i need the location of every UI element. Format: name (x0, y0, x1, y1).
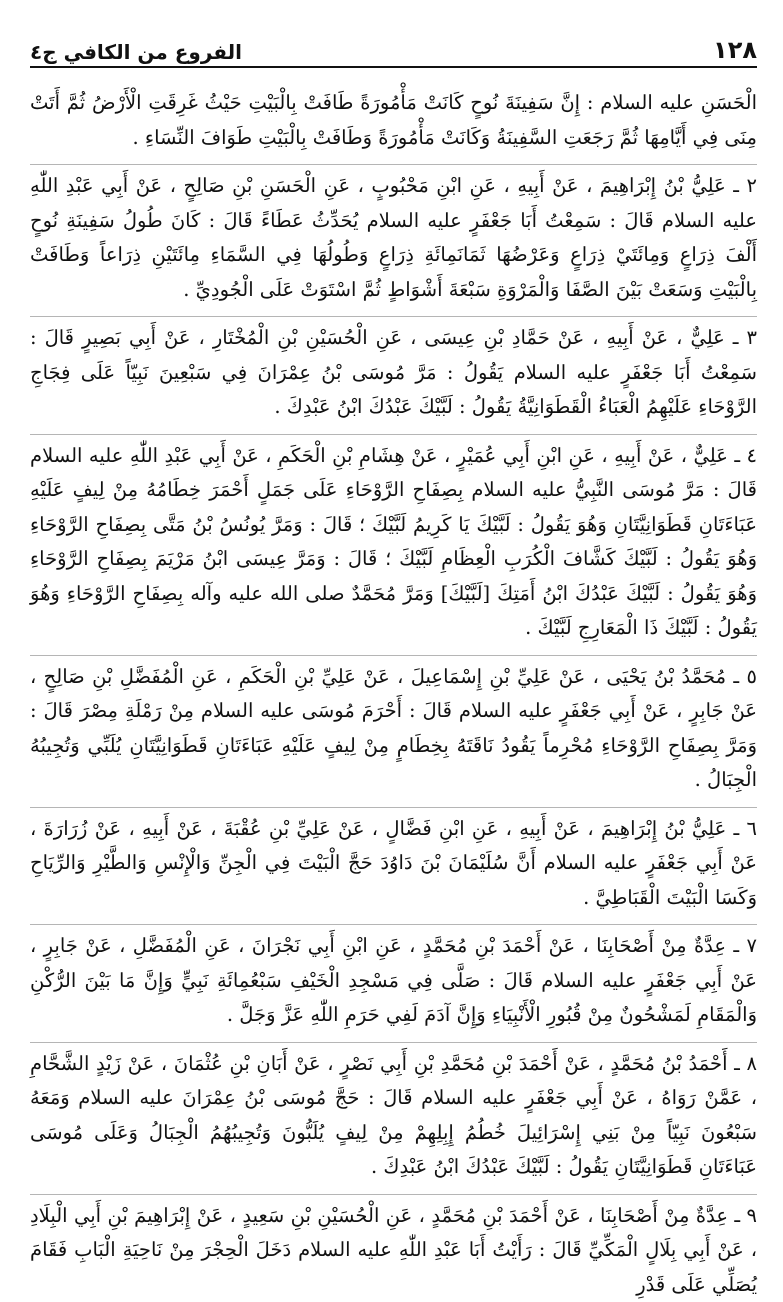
hadith-paragraph: ٣ ـ عَلِيٌّ ، عَنْ أَبِيهِ ، عَنْ حَمَّادِ بْنِ عِيسَى ، عَنِ الْحُسَيْنِ بْنِ الْمُخْتَارِ ، عَنْ أَبِي بَصِيرٍ قَالَ : سَمِعْتُ أَبَا جَعْفَرٍ عليه السلام يَقُولُ : مَرَّ مُوسَى بْنُ عِمْرَانَ فِي سَبْعِينَ نَبِيّاً عَلَى فِجَاجِ الرَّوْحَاءِ عَلَيْهِمُ الْعَبَاءُ الْقَطَوَانِيَّةُ يَقُولُ : لَبَّيْكَ عَبْدُكَ ابْنُ عَبْدِكَ . (30, 316, 757, 425)
paragraph: الْحَسَنِ عليه السلام : إِنَّ سَفِينَةَ نُوحٍ كَانَتْ مَأْمُورَةً طَافَتْ بِالْبَيْتِ حَيْثُ غَرِقَتِ الْأَرْضُ ثُمَّ أَتَتْ مِنَى فِي أَيَّامِهَا ثُمَّ رَجَعَتِ السَّفِينَةُ وَكَانَتْ مَأْمُورَةً وَطَافَتْ بِالْبَيْتِ طَوَافَ النِّسَاءِ . (30, 86, 757, 155)
hadith-paragraph: ٢ ـ عَلِيُّ بْنُ إِبْرَاهِيمَ ، عَنْ أَبِيهِ ، عَنِ ابْنِ مَحْبُوبٍ ، عَنِ الْحَسَنِ بْنِ صَالِحٍ ، عَنْ أَبِي عَبْدِ اللّٰهِ عليه السلام قَالَ : سَمِعْتُ أَبَا جَعْفَرٍ عليه السلام يُحَدِّثُ عَطَاءً قَالَ : كَانَ طُولُ سَفِينَةِ نُوحٍ أَلْفَ ذِرَاعٍ وَمِائَتَيْ ذِرَاعٍ وَعَرْضُهَا ثَمَانَمِائَةِ ذِرَاعٍ وَطُولُهَا فِي السَّمَاءِ مِائَتَيْنِ ذِرَاعاً وَطَافَتْ بِالْبَيْتِ وَسَعَتْ بَيْنَ الصَّفَا وَالْمَرْوَةِ سَبْعَةَ أَشْوَاطٍ ثُمَّ اسْتَوَتْ عَلَى الْجُودِيِّ . (30, 164, 757, 307)
hadith-paragraph: ٨ ـ أَحْمَدُ بْنُ مُحَمَّدٍ ، عَنْ أَحْمَدَ بْنِ مُحَمَّدِ بْنِ أَبِي نَصْرٍ ، عَنْ أَبَانِ بْنِ عُثْمَانَ ، عَنْ زَيْدٍ الشَّحَّامِ ، عَمَّنْ رَوَاهُ ، عَنْ أَبِي جَعْفَرٍ عليه السلام قَالَ : حَجَّ مُوسَى بْنُ عِمْرَانَ عليه السلام وَمَعَهُ سَبْعُونَ نَبِيّاً مِنْ بَنِي إِسْرَائِيلَ خُطُمُ إِبِلِهِمْ مِنْ لِيفٍ يُلَبُّونَ وَتُجِيبُهُمُ الْجِبَالُ وَعَلَى مُوسَى عَبَاءَتَانِ قَطَوَانِيَّتَانِ يَقُولُ : لَبَّيْكَ عَبْدُكَ ابْنُ عَبْدِكَ . (30, 1042, 757, 1185)
hadith-paragraph: ٥ ـ مُحَمَّدُ بْنُ يَحْيَى ، عَنْ عَلِيِّ بْنِ إِسْمَاعِيلَ ، عَنْ عَلِيِّ بْنِ الْحَكَمِ ، عَنِ الْمُفَضَّلِ بْنِ صَالِحٍ ، عَنْ جَابِرٍ ، عَنْ أَبِي جَعْفَرٍ عليه السلام قَالَ : أَحْرَمَ مُوسَى عليه السلام مِنْ رَمْلَةِ مِصْرَ قَالَ : وَمَرَّ بِصِفَاحِ الرَّوْحَاءِ مُحْرِماً يَقُودُ نَاقَتَهُ بِخِطَامٍ مِنْ لِيفٍ عَلَيْهِ عَبَاءَتَانِ قَطَوَانِيَّتَانِ يُلَبِّي وَتُجِيبُهُ الْجِبَالُ . (30, 655, 757, 798)
page-header (30, 30, 757, 68)
book-title: الفروع من الكافي ج٤ (30, 40, 242, 64)
hadith-paragraph: ٤ ـ عَلِيٌّ ، عَنْ أَبِيهِ ، عَنِ ابْنِ أَبِي عُمَيْرٍ ، عَنْ هِشَامِ بْنِ الْحَكَمِ ، عَنْ أَبِي عَبْدِ اللّٰهِ عليه السلام قَالَ : مَرَّ مُوسَى النَّبِيُّ عليه السلام بِصِفَاحِ الرَّوْحَاءِ عَلَى جَمَلٍ أَحْمَرَ خِطَامُهُ مِنْ لِيفٍ عَلَيْهِ عَبَاءَتَانِ قَطَوَانِيَّتَانِ وَهُوَ يَقُولُ : لَبَّيْكَ يَا كَرِيمُ لَبَّيْكَ ؛ قَالَ : وَمَرَّ يُونُسُ بْنُ مَتَّى بِصِفَاحِ الرَّوْحَاءِ وَهُوَ يَقُولُ : لَبَّيْكَ كَشَّافَ الْكُرَبِ الْعِظَامِ لَبَّيْكَ ؛ قَالَ : وَمَرَّ عِيسَى ابْنُ مَرْيَمَ بِصِفَاحِ الرَّوْحَاءِ وَهُوَ يَقُولُ : لَبَّيْكَ عَبْدُكَ ابْنُ أَمَتِكَ [لَبَّيْكَ] وَمَرَّ مُحَمَّدٌ صلى الله عليه وآله بِصِفَاحِ الرَّوْحَاءِ وَهُوَ يَقُولُ : لَبَّيْكَ ذَا الْمَعَارِجِ لَبَّيْكَ . (30, 434, 757, 646)
hadith-paragraph: ٧ ـ عِدَّةٌ مِنْ أَصْحَابِنَا ، عَنْ أَحْمَدَ بْنِ مُحَمَّدٍ ، عَنِ ابْنِ أَبِي نَجْرَانَ ، عَنِ الْمُفَضَّلِ ، عَنْ جَابِرٍ ، عَنْ أَبِي جَعْفَرٍ عليه السلام قَالَ : صَلَّى فِي مَسْجِدِ الْخَيْفِ سَبْعُمِائَةِ نَبِيٍّ وَإِنَّ مَا بَيْنَ الرُّكْنِ وَالْمَقَامِ لَمَشْحُونٌ مِنْ قُبُورِ الْأَنْبِيَاءِ وَإِنَّ آدَمَ لَفِي حَرَمِ اللّٰهِ عَزَّ وَجَلَّ . (30, 924, 757, 1033)
hadith-paragraph: ٦ ـ عَلِيُّ بْنُ إِبْرَاهِيمَ ، عَنْ أَبِيهِ ، عَنِ ابْنِ فَضَّالٍ ، عَنْ عَلِيِّ بْنِ عُقْبَةَ ، عَنْ أَبِيهِ ، عَنْ زُرَارَةَ ، عَنْ أَبِي جَعْفَرٍ عليه السلام أَنَّ سُلَيْمَانَ بْنَ دَاوُدَ حَجَّ الْبَيْتَ فِي الْجِنِّ وَالْإِنْسِ وَالطَّيْرِ وَالرِّيَاحِ وَكَسَا الْبَيْتَ الْقَبَاطِيَّ . (30, 807, 757, 916)
page-number: ١٢٨ (713, 36, 757, 64)
hadith-paragraph: ٩ ـ عِدَّةٌ مِنْ أَصْحَابِنَا ، عَنْ أَحْمَدَ بْنِ مُحَمَّدٍ ، عَنِ الْحُسَيْنِ بْنِ سَعِيدٍ ، عَنْ إِبْرَاهِيمَ بْنِ أَبِي الْبِلَادِ ، عَنْ أَبِي بِلَالٍ الْمَكِّيِّ قَالَ : رَأَيْتُ أَبَا عَبْدِ اللّٰهِ عليه السلام دَخَلَ الْحِجْرَ مِنْ نَاحِيَةِ الْبَابِ فَقَامَ يُصَلِّي عَلَى قَدْرِ (30, 1194, 757, 1302)
page-body (30, 86, 757, 1302)
